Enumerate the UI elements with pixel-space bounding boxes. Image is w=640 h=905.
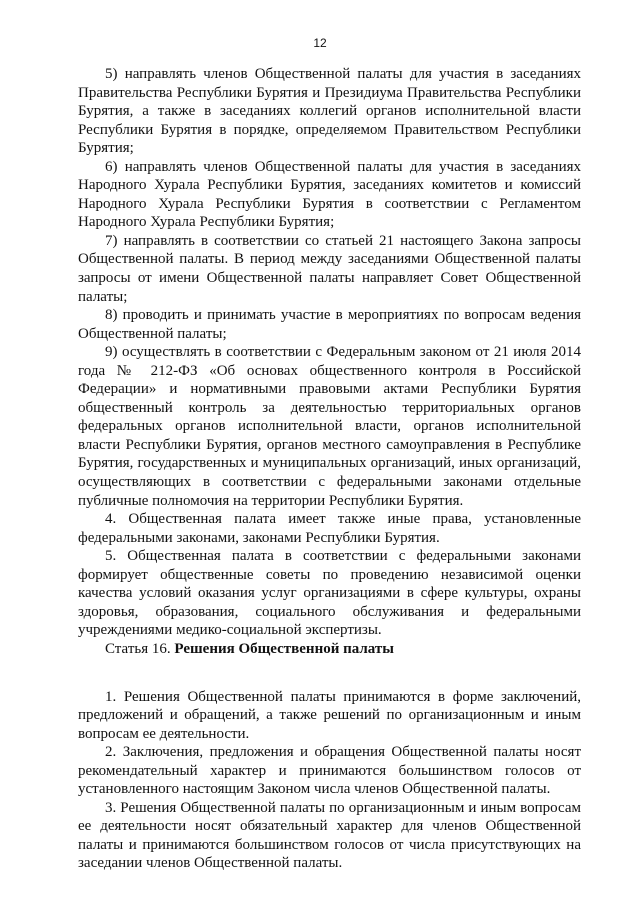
paragraph-item-7: 7) направлять в соответствии со статьей 21 настоящего Закона запросы Общественной палаты. В период между заседаниями Общественной палаты запросы от имени Общественной палаты направляет Совет Общественной палаты; (78, 232, 581, 305)
page-number: 12 (313, 36, 327, 50)
article-paragraph-2: 2. Заключения, предложения и обращения Общественной палаты носят рекомендательный характер и принимаются большинством голосов от установленного настоящим Законом числа членов Общественной палаты. (78, 744, 581, 798)
page-content (78, 65, 581, 873)
article-title: Решения Общественной палаты (174, 640, 394, 657)
paragraph-item-6: 6) направлять членов Общественной палаты для участия в заседаниях Народного Хурала Республики Бурятия, заседаниях комитетов и комиссий Народного Хурала Республики Бурятия в соответствии с Регламентом Народного Хурала Республики Бурятия; (78, 158, 581, 231)
article-heading (78, 640, 581, 659)
section-spacer (78, 659, 581, 688)
paragraph-part-4: 4. Общественная палата имеет также иные права, установленные федеральными законами, законами Республики Бурятия. (78, 511, 581, 546)
article-paragraph-3: 3. Решения Общественной палаты по организационным и иным вопросам ее деятельности носят обязательный характер для членов Общественной палаты и принимаются большинством голосов от числа присутствующих на заседании членов Общественной палаты. (78, 799, 581, 872)
paragraph-item-5: 5) направлять членов Общественной палаты для участия в заседаниях Правительства Республики Бурятия и Президиума Правительства Республики Бурятия, а также в заседаниях коллегий органов исполнительной власти Республики Бурятия в порядке, определяемом Правительством Республики Бурятия; (78, 66, 581, 157)
paragraph-part-5: 5. Общественная палата в соответствии с федеральными законами формирует общественные советы по проведению независимой оценки качества условий оказания услуг организациями в сфере культуры, охраны здоровья, образования, социального обслуживания и федеральными учреждениями медико-социальной экспертизы. (78, 548, 581, 639)
article-label: Статья 16. (105, 640, 171, 657)
paragraph-item-9: 9) осуществлять в соответствии с Федеральным законом от 21 июля 2014 года № 212-ФЗ «Об основах общественного контроля в Российской Федерации» и нормативными правовыми актами Республики Бурятия общественный контроль за деятельностью территориальных органов федеральных органов исполнительной власти, органов исполнительной власти Республики Бурятия, органов местного самоуправления в Республике Бурятия, государственных и муниципальных организаций, иных организаций, осуществляющих в соответствии с федеральными законами отдельные публичные полномочия на территории Республики Бурятия. (78, 344, 581, 509)
article-paragraph-1: 1. Решения Общественной палаты принимаются в форме заключений, предложений и обращений, а также решений по организационным и иным вопросам ее деятельности. (78, 688, 581, 742)
paragraph-item-8: 8) проводить и принимать участие в мероприятиях по вопросам ведения Общественной палаты; (78, 307, 581, 342)
